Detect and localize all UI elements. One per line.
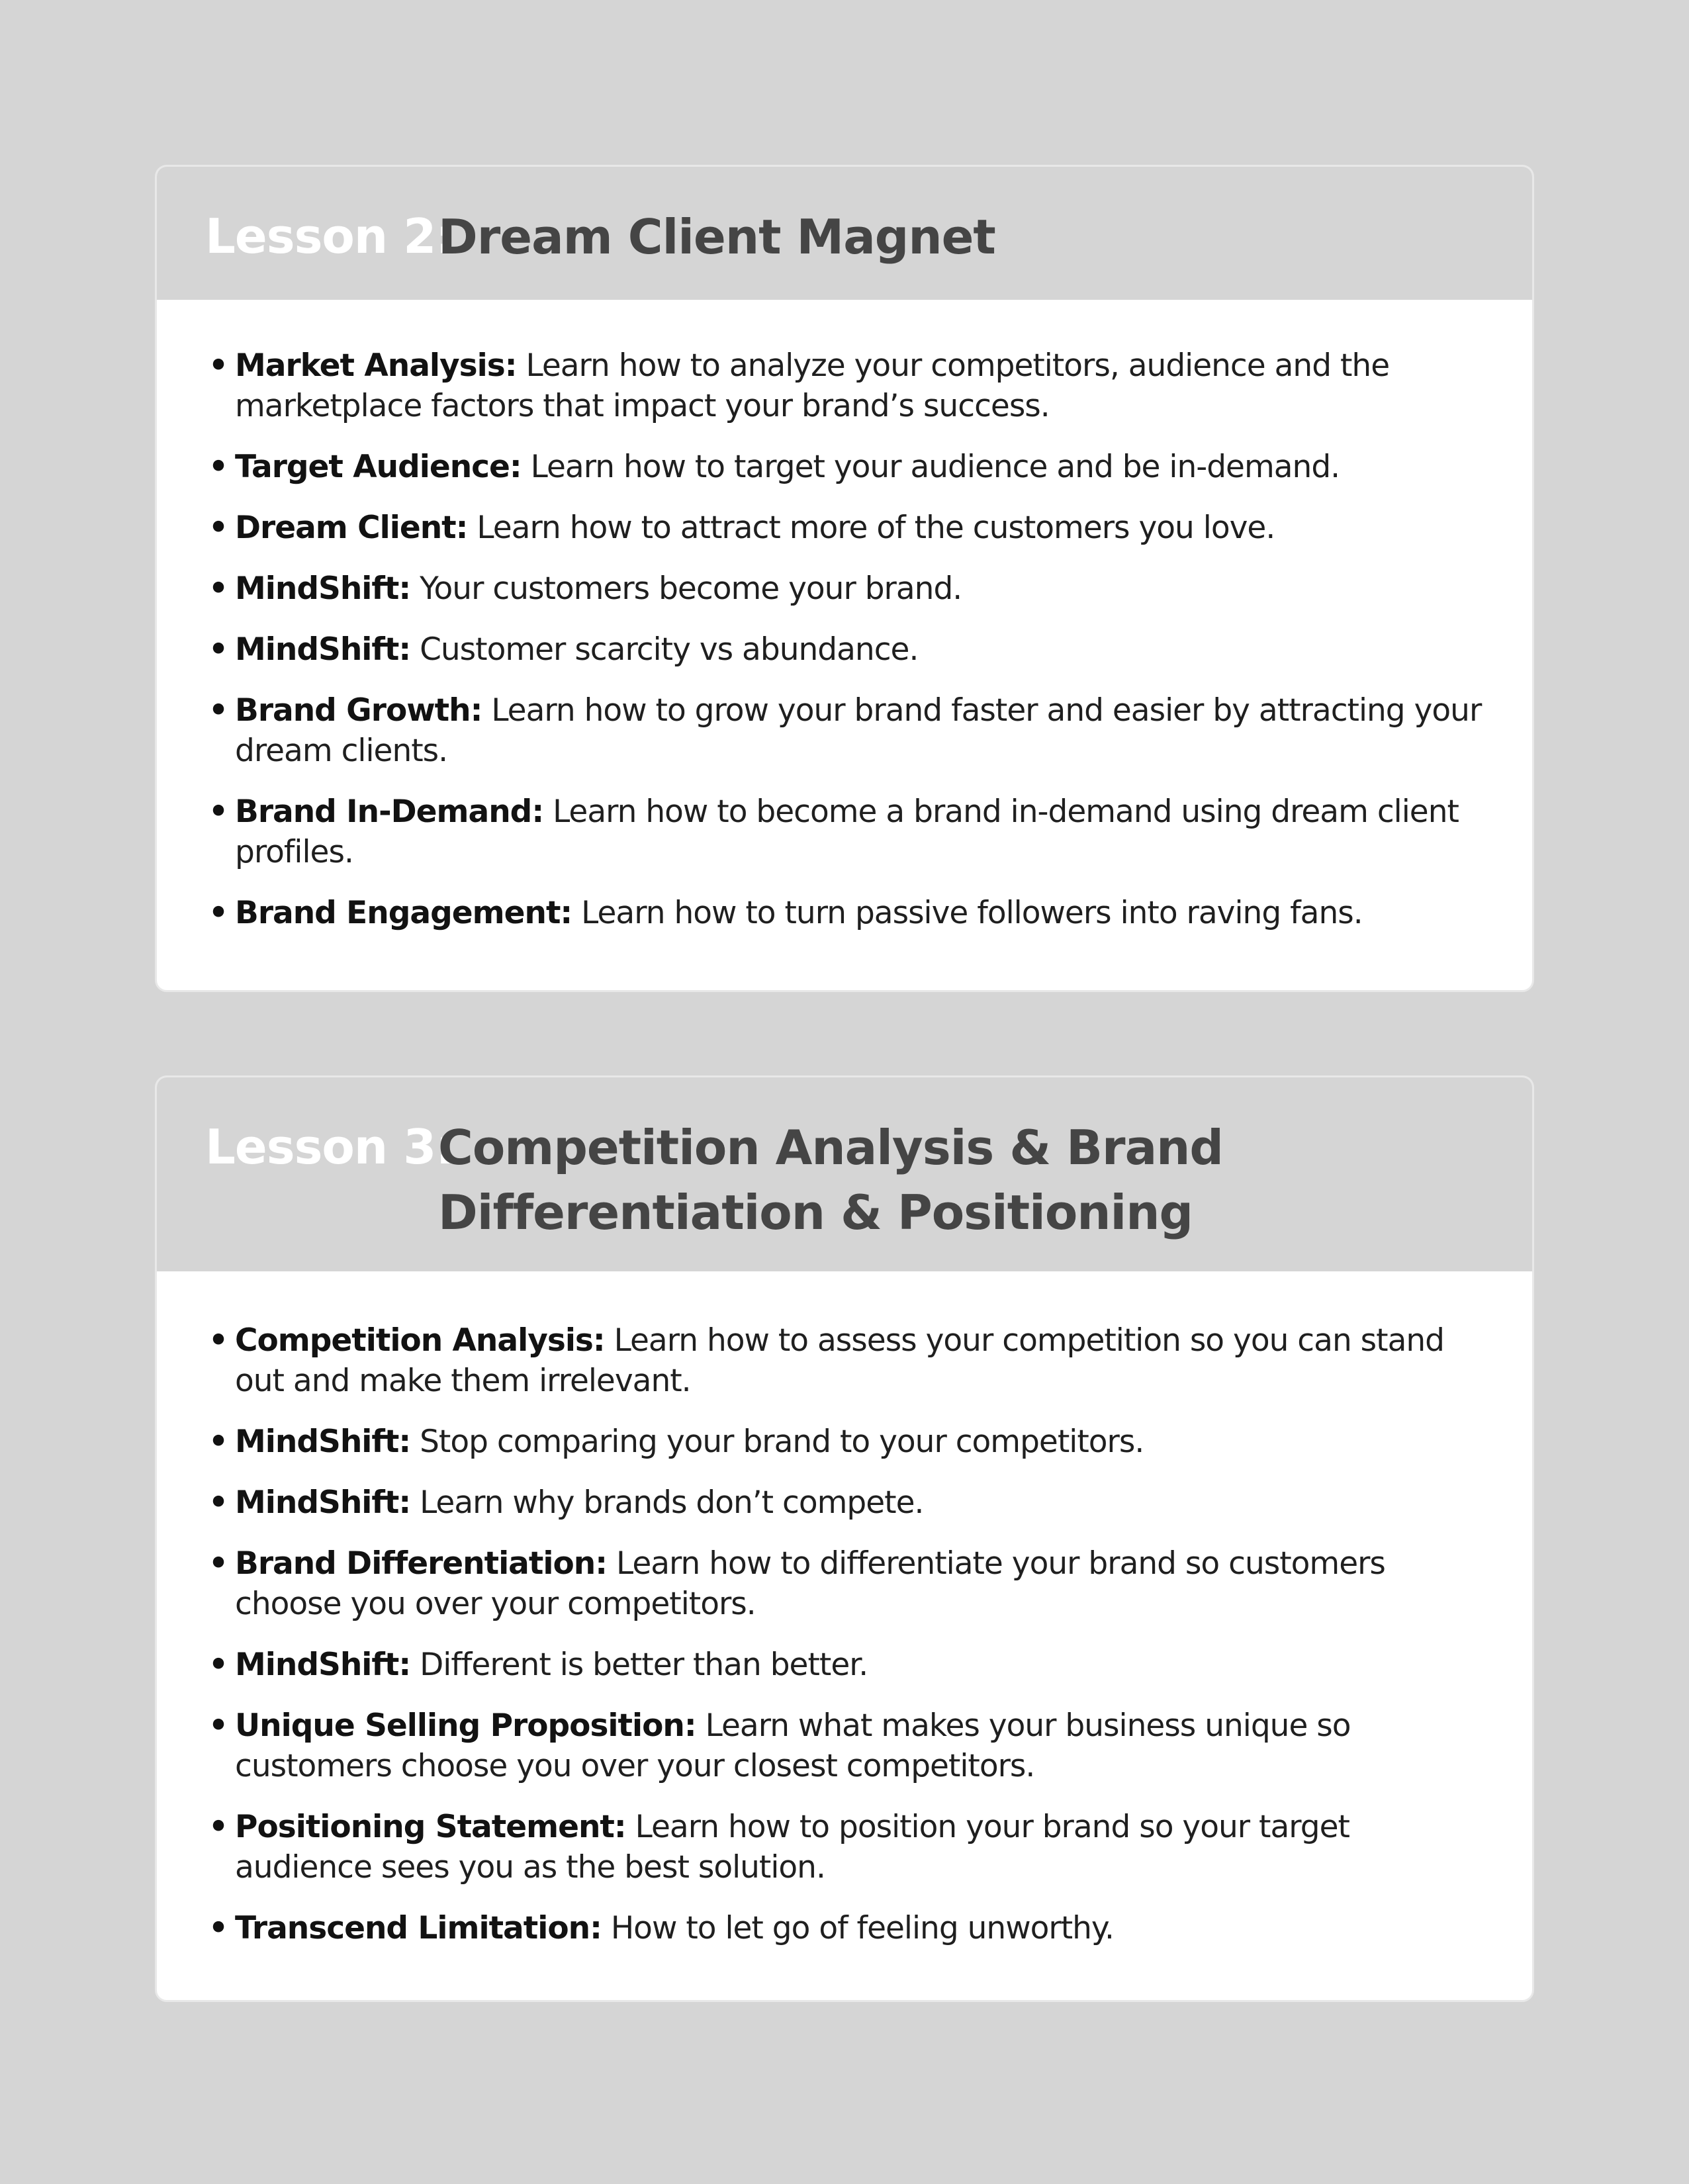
- bullet-icon: •: [208, 1707, 228, 1744]
- topic-description: Learn how to become a brand in-demand using dream client profiles.: [235, 794, 1459, 870]
- topic-description: Learn how to assess your competition so you can stand out and make them irrelevant.: [235, 1322, 1445, 1399]
- list-item: [208, 1706, 1492, 1786]
- list-item: [208, 893, 1492, 933]
- lesson-3-title-line-1: Competition Analysis & Brand: [438, 1120, 1223, 1175]
- list-item: [208, 1807, 1492, 1888]
- topic-term: Brand Differentiation:: [235, 1545, 608, 1582]
- topic-description: Learn how to turn passive followers into raving fans.: [581, 895, 1363, 931]
- bullet-icon: •: [208, 1484, 228, 1521]
- list-item: [208, 569, 1492, 609]
- lesson-2-topic-list: [208, 345, 1492, 954]
- topic-description: Stop comparing your brand to your competitors.: [420, 1424, 1144, 1460]
- topic-description: Learn how to attract more of the customers you love.: [477, 510, 1275, 546]
- topic-description: Customer scarcity vs abundance.: [420, 631, 919, 668]
- lesson-3-header: [157, 1077, 1532, 1273]
- topic-description: Learn how to analyze your competitors, audience and the marketplace factors that impact your brand’s success.: [235, 347, 1390, 424]
- topic-term: Brand Growth:: [235, 692, 482, 729]
- topic-description: How to let go of feeling unworthy.: [610, 1910, 1114, 1946]
- list-item: [208, 1482, 1492, 1523]
- bullet-icon: •: [208, 794, 228, 830]
- topic-description: Learn how to differentiate your brand so customers choose you over your competitors.: [235, 1545, 1385, 1622]
- topic-term: Brand In-Demand:: [235, 794, 544, 830]
- lesson-2-card: [155, 165, 1534, 992]
- topic-term: MindShift:: [235, 1647, 411, 1683]
- topic-term: Positioning Statement:: [235, 1809, 626, 1845]
- lesson-2-label: Lesson 2:: [205, 208, 455, 264]
- bullet-icon: •: [208, 1545, 228, 1582]
- topic-term: Target Audience:: [235, 449, 522, 485]
- lesson-2-title: [438, 205, 995, 269]
- topic-description: Learn how to grow your brand faster and easier by attracting your dream clients.: [235, 692, 1482, 769]
- list-item: [208, 508, 1492, 548]
- list-item: [208, 629, 1492, 670]
- bullet-icon: •: [208, 1910, 228, 1946]
- topic-term: Transcend Limitation:: [235, 1910, 602, 1946]
- bullet-icon: •: [208, 1809, 228, 1845]
- list-item: [208, 1908, 1492, 1948]
- list-item: [208, 792, 1492, 872]
- lesson-3-card: [155, 1075, 1534, 2002]
- topic-term: Market Analysis:: [235, 347, 517, 384]
- list-item: [208, 1320, 1492, 1401]
- lesson-3-title-line-2: Differentiation & Positioning: [438, 1185, 1193, 1240]
- bullet-icon: •: [208, 1322, 228, 1359]
- lesson-3-topic-list: [208, 1320, 1492, 1969]
- topic-description: Learn how to position your brand so your target audience sees you as the best solution.: [235, 1809, 1349, 1886]
- list-item: [208, 1645, 1492, 1685]
- lesson-3-label: Lesson 3:: [205, 1119, 455, 1175]
- list-item: [208, 447, 1492, 487]
- topic-description: Learn why brands don’t compete.: [420, 1484, 924, 1521]
- bullet-icon: •: [208, 1424, 228, 1460]
- bullet-icon: •: [208, 1647, 228, 1683]
- topic-term: MindShift:: [235, 1424, 411, 1460]
- topic-description: Your customers become your brand.: [420, 570, 962, 607]
- list-item: [208, 1422, 1492, 1462]
- topic-term: Competition Analysis:: [235, 1322, 605, 1359]
- lesson-2-title-line: Dream Client Magnet: [438, 209, 995, 265]
- bullet-icon: •: [208, 510, 228, 546]
- topic-term: Brand Engagement:: [235, 895, 572, 931]
- topic-term: MindShift:: [235, 1484, 411, 1521]
- bullet-icon: •: [208, 895, 228, 931]
- lesson-3-title: [438, 1115, 1223, 1245]
- topic-term: Dream Client:: [235, 510, 468, 546]
- topic-description: Learn what makes your business unique so customers choose you over your closest competitors.: [235, 1707, 1351, 1784]
- list-item: [208, 345, 1492, 426]
- topic-description: Learn how to target your audience and be in-demand.: [530, 449, 1340, 485]
- lesson-2-header: [157, 167, 1532, 302]
- topic-description: Different is better than better.: [420, 1647, 868, 1683]
- bullet-icon: •: [208, 347, 228, 384]
- bullet-icon: •: [208, 631, 228, 668]
- topic-term: MindShift:: [235, 570, 411, 607]
- bullet-icon: •: [208, 570, 228, 607]
- topic-term: Unique Selling Proposition:: [235, 1707, 696, 1744]
- topic-term: MindShift:: [235, 631, 411, 668]
- bullet-icon: •: [208, 692, 228, 729]
- bullet-icon: •: [208, 449, 228, 485]
- list-item: [208, 1543, 1492, 1624]
- list-item: [208, 690, 1492, 771]
